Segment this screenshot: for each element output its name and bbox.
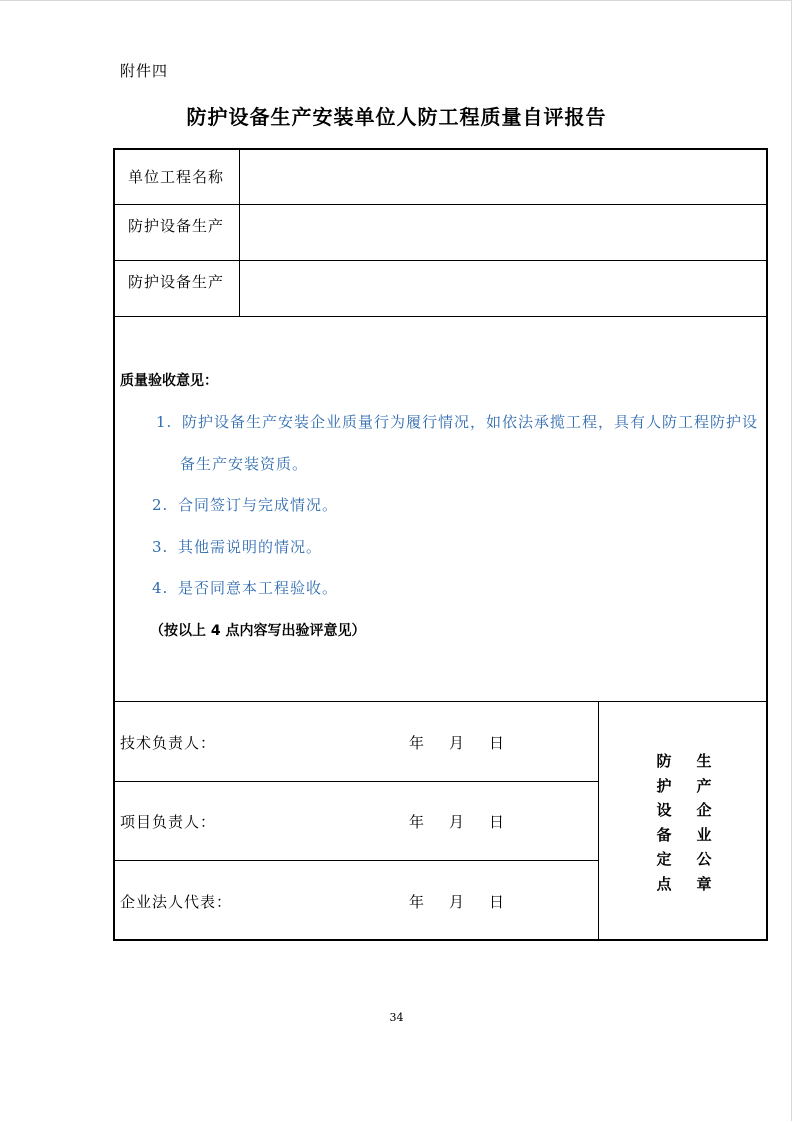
opinion-item-number: 1. <box>156 413 173 431</box>
seal-char: 生 <box>696 752 712 770</box>
signature-divider-2 <box>114 860 598 861</box>
project-lead-label: 项目负责人： <box>120 813 217 831</box>
opinion-item-4 <box>152 577 338 598</box>
seal-char: 定 <box>656 850 672 868</box>
opinion-item-1 <box>156 411 758 432</box>
seal-char: 备 <box>656 825 672 844</box>
row-divider-3 <box>114 316 767 317</box>
seal-char: 产 <box>696 776 712 795</box>
attachment-label: 附件四 <box>120 62 169 80</box>
row-divider-1 <box>114 204 767 205</box>
signature-divider-1 <box>114 781 598 782</box>
seal-char: 点 <box>656 874 672 893</box>
opinion-item-2 <box>152 494 338 515</box>
info-column-divider <box>239 149 240 316</box>
opinion-item-number: 3. <box>152 538 169 556</box>
project-name-label: 单位工程名称 <box>128 168 225 186</box>
date-year: 年 <box>409 813 425 831</box>
opinion-item-text: 合同签订与完成情况。 <box>178 496 339 514</box>
date-year: 年 <box>409 893 425 911</box>
equipment-producer-label: 防护设备生产 <box>128 217 225 235</box>
opinion-title: 质量验收意见： <box>120 373 218 389</box>
row-divider-2 <box>114 260 767 261</box>
opinion-item-text: 是否同意本工程验收。 <box>178 579 339 597</box>
seal-column-divider <box>598 701 599 940</box>
opinion-item-1-continued: 备生产安装资质。 <box>180 455 309 473</box>
legal-rep-label: 企业法人代表： <box>120 893 233 911</box>
seal-right-column <box>694 749 714 896</box>
date-month: 月 <box>449 734 465 752</box>
seal-left-column <box>654 749 674 896</box>
date-month: 月 <box>449 893 465 911</box>
opinion-note: （按以上 4 点内容写出验评意见） <box>150 623 366 639</box>
seal-char: 公 <box>696 850 712 868</box>
opinion-item-number: 4. <box>152 579 169 597</box>
date-day: 日 <box>489 734 505 752</box>
date-year: 年 <box>409 734 425 752</box>
seal-char: 章 <box>696 874 712 893</box>
date-month: 月 <box>449 813 465 831</box>
seal-char: 防 <box>656 752 672 770</box>
equipment-producer-label-2: 防护设备生产 <box>128 273 225 291</box>
seal-char: 设 <box>656 801 672 819</box>
opinion-item-text: 其他需说明的情况。 <box>178 538 323 556</box>
report-title: 防护设备生产安装单位人防工程质量自评报告 <box>186 105 607 129</box>
seal-char: 护 <box>656 776 672 795</box>
opinion-bottom-divider <box>114 701 767 702</box>
opinion-item-text: 防护设备生产安装企业质量行为履行情况，如依法承揽工程，具有人防工程防护设 <box>182 413 759 431</box>
opinion-item-3 <box>152 536 322 557</box>
seal-char: 业 <box>696 825 712 844</box>
opinion-item-number: 2. <box>152 496 169 514</box>
page-number: 34 <box>389 1011 404 1024</box>
date-day: 日 <box>489 893 505 911</box>
seal-char: 企 <box>696 801 712 819</box>
date-day: 日 <box>489 813 505 831</box>
tech-lead-label: 技术负责人： <box>120 734 217 752</box>
